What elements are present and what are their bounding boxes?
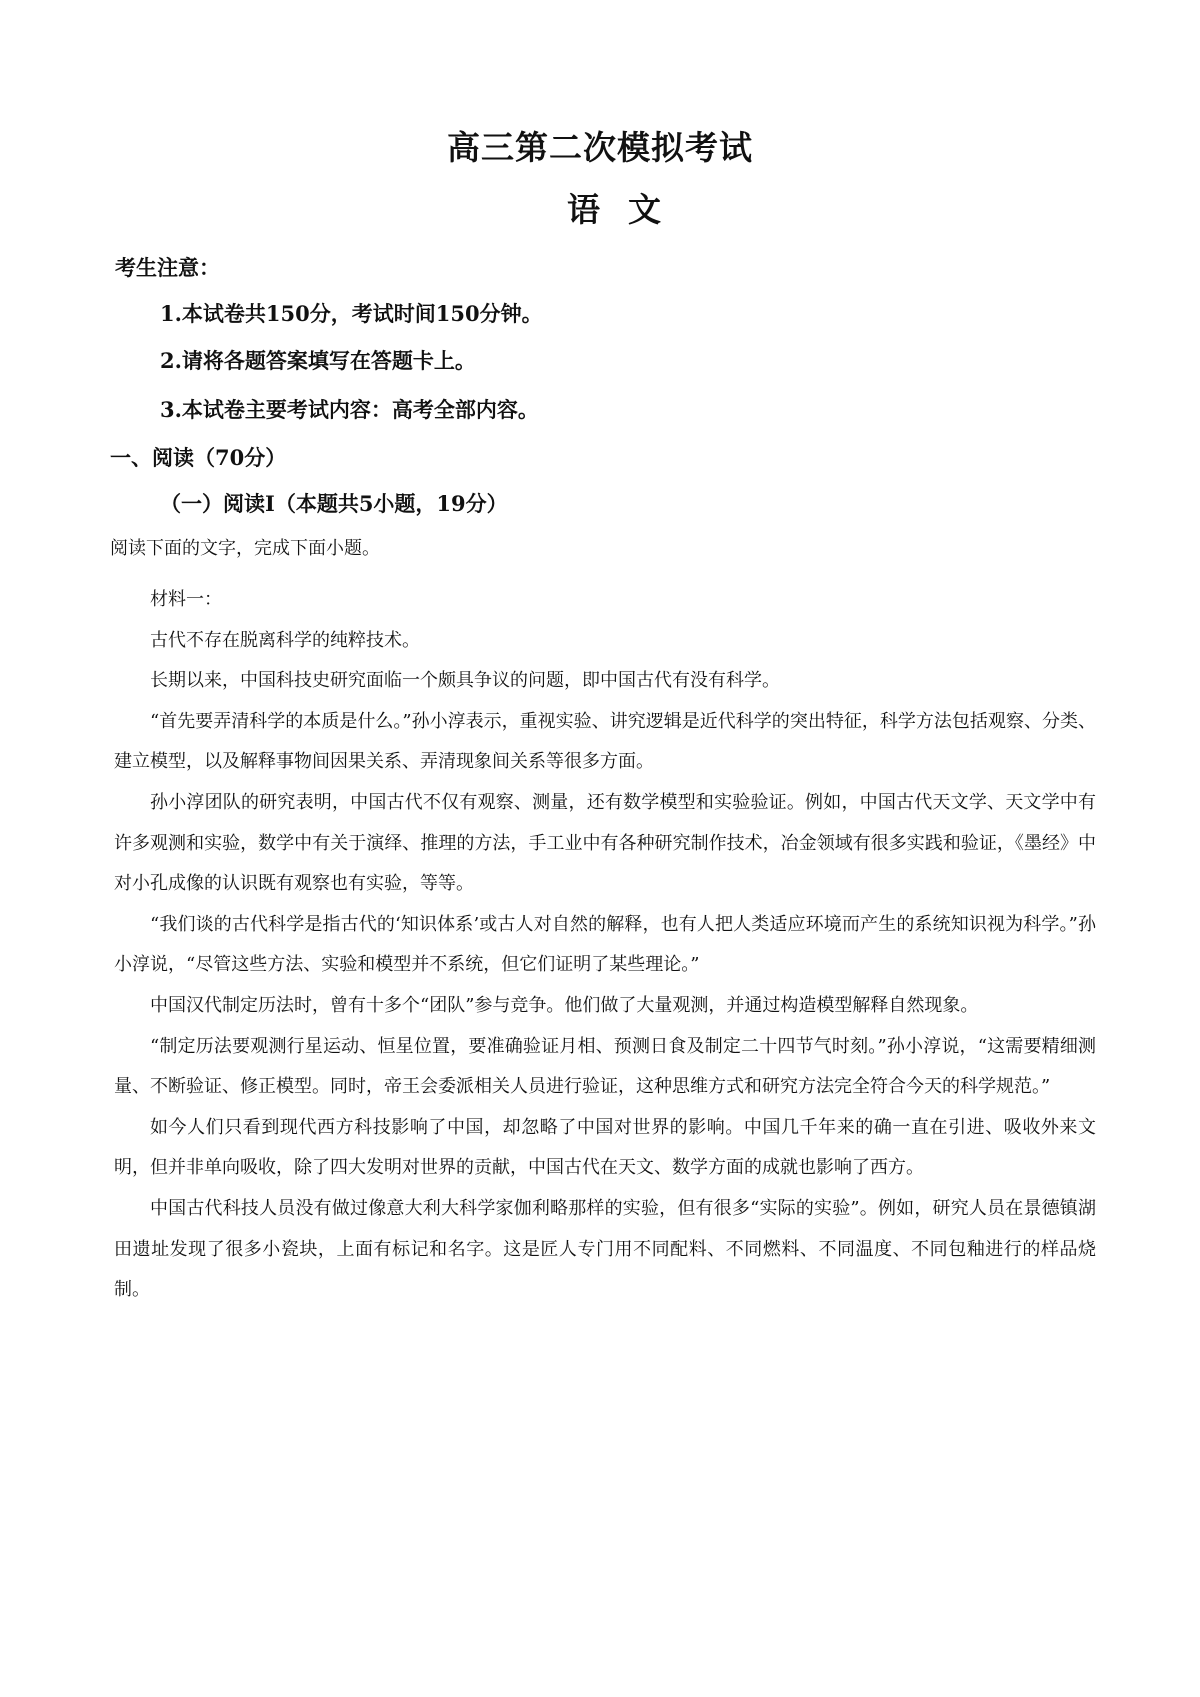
section-subtitle: （一）阅读Ⅰ（本题共5小题，19分） [160, 491, 508, 516]
paragraph: “我们谈的古代科学是指古代的‘知识体系’或古人对自然的解释，也有人把人类适应环境而产生的系统知识视为科学。”孙小淳说，“尽管这些方法、实验和模型并不系统，但它们证明了某些理论。” [114, 913, 1096, 976]
paragraph: 中国古代科技人员没有做过像意大利大科学家伽利略那样的实验，但有很多“实际的实验”。例如，研究人员在景德镇湖田遗址发现了很多小瓷块，上面有标记和名字。这是匠人专门用不同配料、不同燃料、不同温度、不同包釉进行的样品烧制。 [114, 1197, 1096, 1301]
notice-heading: 考生注意： [115, 255, 220, 280]
paragraph: 如今人们只看到现代西方科技影响了中国，却忽略了中国对世界的影响。中国几千年来的确一直在引进、吸收外来文明，但并非单向吸收，除了四大发明对世界的贡献，中国古代在天文、数学方面的成就也影响了西方。 [114, 1116, 1096, 1179]
section-title: 一、阅读（70分） [110, 445, 287, 470]
notice-item: 2.请将各题答案填写在答题卡上。 [160, 348, 476, 373]
exam-title: 高三第二次模拟考试 [447, 128, 753, 167]
paragraph: “制定历法要观测行星运动、恒星位置，要准确验证月相、预测日食及制定二十四节气时刻。”孙小淳说，“这需要精细测量、不断验证、修正模型。同时，帝王会委派相关人员进行验证，这种思维方式和研究方法完全符合今天的科学规范。” [114, 1035, 1096, 1098]
material-label: 材料一： [150, 589, 222, 610]
paragraph: 古代不存在脱离科学的纯粹技术。 [150, 629, 420, 651]
notice-item: 1.本试卷共150分，考试时间150分钟。 [160, 301, 543, 326]
notice-item: 3.本试卷主要考试内容：高考全部内容。 [160, 397, 539, 422]
subject-title: 语文 [567, 190, 689, 229]
instruction-text: 阅读下面的文字，完成下面小题。 [110, 538, 380, 559]
paragraph: 中国汉代制定历法时，曾有十多个“团队”参与竞争。他们做了大量观测，并通过构造模型解释自然现象。 [150, 994, 979, 1016]
material-body [114, 580, 1096, 1311]
paragraph: 孙小淳团队的研究表明，中国古代不仅有观察、测量，还有数学模型和实验验证。例如，中国古代天文学、天文学中有许多观测和实验，数学中有关于演绎、推理的方法，手工业中有各种研究制作技术，冶金领域有很多实践和验证，《墨经》中对小孔成像的认识既有观察也有实验，等等。 [114, 791, 1096, 895]
paragraph: 长期以来，中国科技史研究面临一个颇具争议的问题，即中国古代有没有科学。 [150, 670, 780, 692]
paragraph: “首先要弄清科学的本质是什么。”孙小淳表示，重视实验、讲究逻辑是近代科学的突出特征，科学方法包括观察、分类、建立模型，以及解释事物间因果关系、弄清现象间关系等很多方面。 [114, 710, 1096, 773]
